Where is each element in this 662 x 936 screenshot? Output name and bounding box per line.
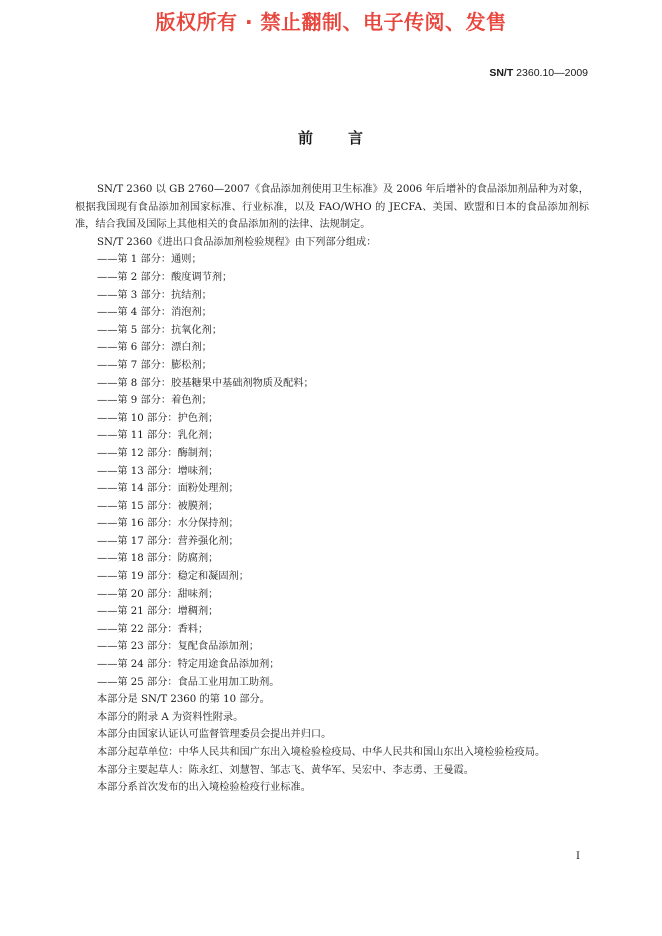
closing-paragraphs xyxy=(75,691,589,797)
standard-prefix: SN/T xyxy=(489,67,514,79)
closing-paragraph: 本部分由国家认证认可监督管理委员会提出并归口。 xyxy=(97,729,332,741)
part-list-item: ——第 23 部分：复配食品添加剂； xyxy=(97,641,260,653)
part-list-item: ——第 8 部分：胶基糖果中基础剂物质及配料； xyxy=(97,377,314,389)
page-title xyxy=(0,127,662,148)
part-list-item: ——第 4 部分：消泡剂； xyxy=(97,307,212,319)
part-list-item: ——第 25 部分：食品工业用加工助剂。 xyxy=(97,676,280,688)
part-list-item: ——第 20 部分：甜味剂； xyxy=(97,588,219,600)
parts-list xyxy=(75,251,589,691)
part-list-item: ——第 10 部分：护色剂； xyxy=(97,412,219,424)
part-list-item: ——第 3 部分：抗结剂； xyxy=(97,289,212,301)
part-list-item: ——第 24 部分：特定用途食品添加剂； xyxy=(97,659,280,671)
part-list-item: ——第 9 部分：着色剂； xyxy=(97,395,212,407)
copyright-banner: 版权所有 · 禁止翻制、电子传阅、发售 xyxy=(155,10,507,34)
part-list-item: ——第 2 部分：酸度调节剂； xyxy=(97,271,233,283)
part-list-item: ——第 14 部分：面粉处理剂； xyxy=(97,483,239,495)
part-list-item: ——第 22 部分：香料； xyxy=(97,623,209,635)
closing-paragraph: 本部分主要起草人：陈永红、刘慧智、邹志飞、黄华军、吴宏中、李志勇、王曼霞。 xyxy=(97,764,474,776)
part-list-item: ——第 18 部分：防腐剂； xyxy=(97,553,219,565)
closing-paragraph: 本部分的附录 A 为资料性附录。 xyxy=(97,711,244,723)
page-number: I xyxy=(576,851,580,862)
closing-paragraph: 本部分系首次发布的出入境检验检疫行业标准。 xyxy=(97,782,311,794)
foreword-body xyxy=(75,181,589,797)
part-list-item: ——第 19 部分：稳定和凝固剂； xyxy=(97,571,249,583)
part-list-item: ——第 17 部分：营养强化剂； xyxy=(97,535,239,547)
closing-paragraph: 本部分是 SN/T 2360 的第 10 部分。 xyxy=(97,694,270,706)
part-list-item: ——第 11 部分：乳化剂； xyxy=(97,430,219,442)
title-char-1: 前 xyxy=(297,129,314,147)
parts-intro: SN/T 2360《进出口食品添加剂检验规程》由下列部分组成： xyxy=(97,236,377,248)
intro-paragraph: SN/T 2360 以 GB 2760—2007《食品添加剂使用卫生标准》及 2006 年后增补的食品添加剂品种为对象，根据我国现有食品添加剂国家标准、行业标准，以及 FAO/WHO 的 JECFA、美国、欧盟和日本的食品添加剂标准，结合我国及国际上其他相关的食品添加剂的法律、法规制定。 xyxy=(75,184,589,231)
part-list-item: ——第 21 部分：增稠剂； xyxy=(97,606,219,618)
part-list-item: ——第 15 部分：被膜剂； xyxy=(97,500,219,512)
part-list-item: ——第 6 部分：漂白剂； xyxy=(97,342,212,354)
title-char-2: 言 xyxy=(348,129,365,147)
standard-number: 2360.10—2009 xyxy=(513,67,588,79)
part-list-item: ——第 16 部分：水分保持剂； xyxy=(97,518,239,530)
standard-code xyxy=(489,67,588,79)
part-list-item: ——第 1 部分：通则； xyxy=(97,254,202,266)
part-list-item: ——第 12 部分：酶制剂； xyxy=(97,447,219,459)
closing-paragraph: 本部分起草单位：中华人民共和国广东出入境检验检疫局、中华人民共和国山东出入境检验检疫局。 xyxy=(97,747,546,758)
part-list-item: ——第 5 部分：抗氧化剂； xyxy=(97,324,223,336)
part-list-item: ——第 7 部分：膨松剂； xyxy=(97,359,212,371)
part-list-item: ——第 13 部分：增味剂； xyxy=(97,465,219,477)
